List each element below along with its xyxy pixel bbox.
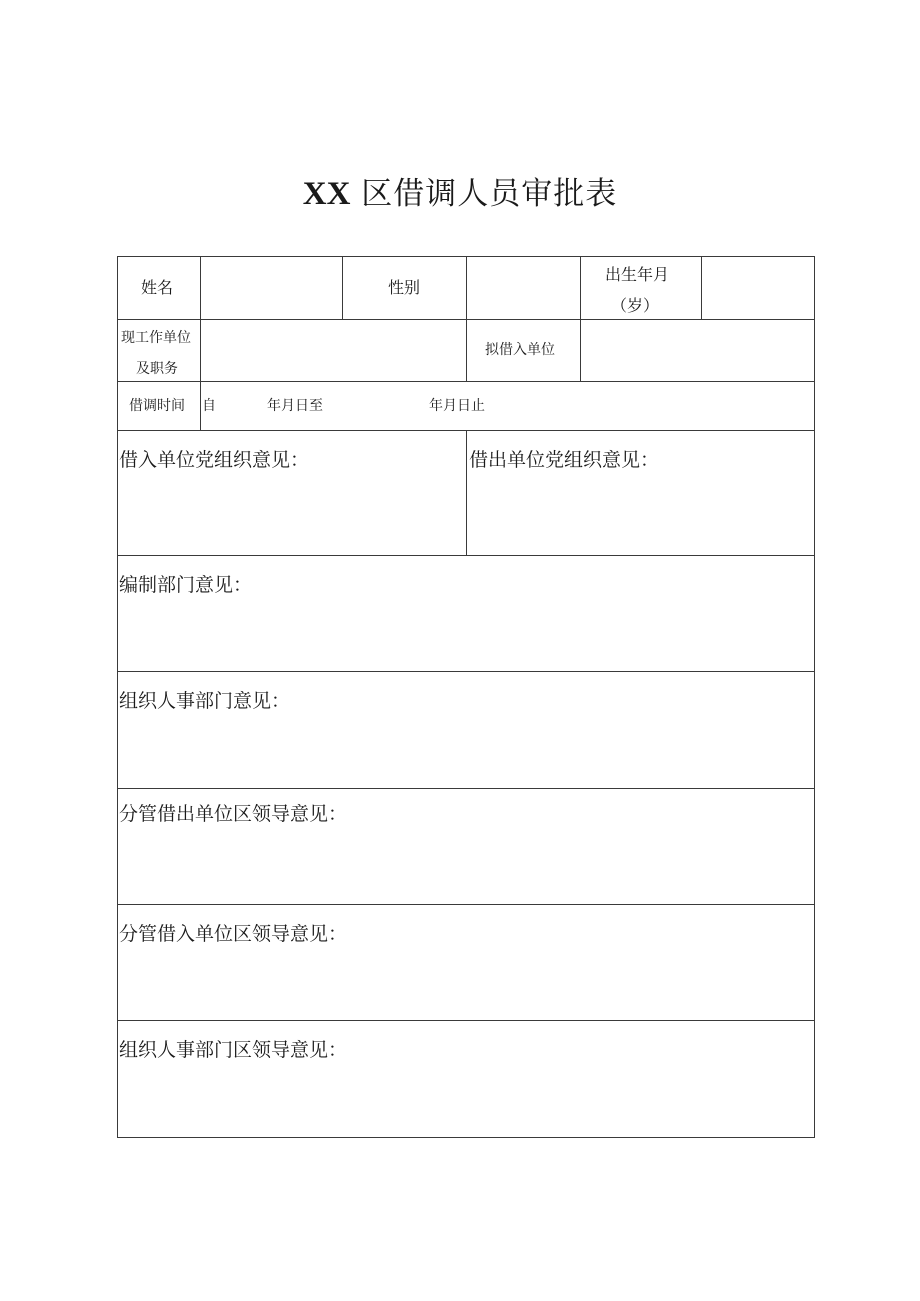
current-work-unit-label: 现工作单位 bbox=[121, 330, 191, 346]
age-label: （岁） bbox=[611, 296, 660, 315]
col-divider-birth-value bbox=[701, 256, 702, 320]
row-divider-5 bbox=[117, 671, 815, 672]
birth-date-label: 出生年月 bbox=[605, 265, 670, 284]
row-divider-8 bbox=[117, 1020, 815, 1021]
table-border-bottom bbox=[117, 1137, 815, 1138]
period-end-date-text: 年月日止 bbox=[429, 398, 485, 414]
lending-party-org-opinion-label: 借出单位党组织意见： bbox=[469, 449, 660, 471]
period-start-date-text: 年月日至 bbox=[267, 398, 323, 414]
row-divider-6 bbox=[117, 788, 815, 789]
current-position-label: 及职务 bbox=[136, 361, 178, 377]
col-divider-mid bbox=[466, 256, 467, 382]
name-label: 姓名 bbox=[141, 278, 174, 297]
borrowing-party-org-opinion-label: 借入单位党组织意见： bbox=[119, 449, 310, 471]
table-border-right bbox=[814, 256, 815, 1138]
col-divider-gender-value bbox=[580, 256, 581, 382]
proposed-unit-label: 拟借入单位 bbox=[485, 342, 555, 358]
col-divider-name-value bbox=[342, 256, 343, 320]
table-border-left bbox=[117, 256, 118, 1138]
period-from-text: 自 bbox=[202, 398, 216, 414]
title-prefix: XX bbox=[302, 176, 351, 212]
lending-unit-leader-opinion-label: 分管借出单位区领导意见： bbox=[119, 803, 348, 825]
gender-label: 性别 bbox=[388, 278, 421, 297]
hr-dept-opinion-label: 组织人事部门意见： bbox=[119, 690, 291, 712]
secondment-period-label: 借调时间 bbox=[129, 398, 185, 414]
col-divider-label bbox=[200, 256, 201, 431]
form-title bbox=[0, 168, 920, 220]
row-divider-7 bbox=[117, 904, 815, 905]
hr-leader-opinion-label: 组织人事部门区领导意见： bbox=[119, 1039, 348, 1061]
borrowing-unit-leader-opinion-label: 分管借入单位区领导意见： bbox=[119, 923, 348, 945]
col-divider-opinions bbox=[466, 430, 467, 556]
title-text: 区借调人员审批表 bbox=[361, 176, 618, 212]
staffing-dept-opinion-label: 编制部门意见： bbox=[119, 574, 253, 596]
